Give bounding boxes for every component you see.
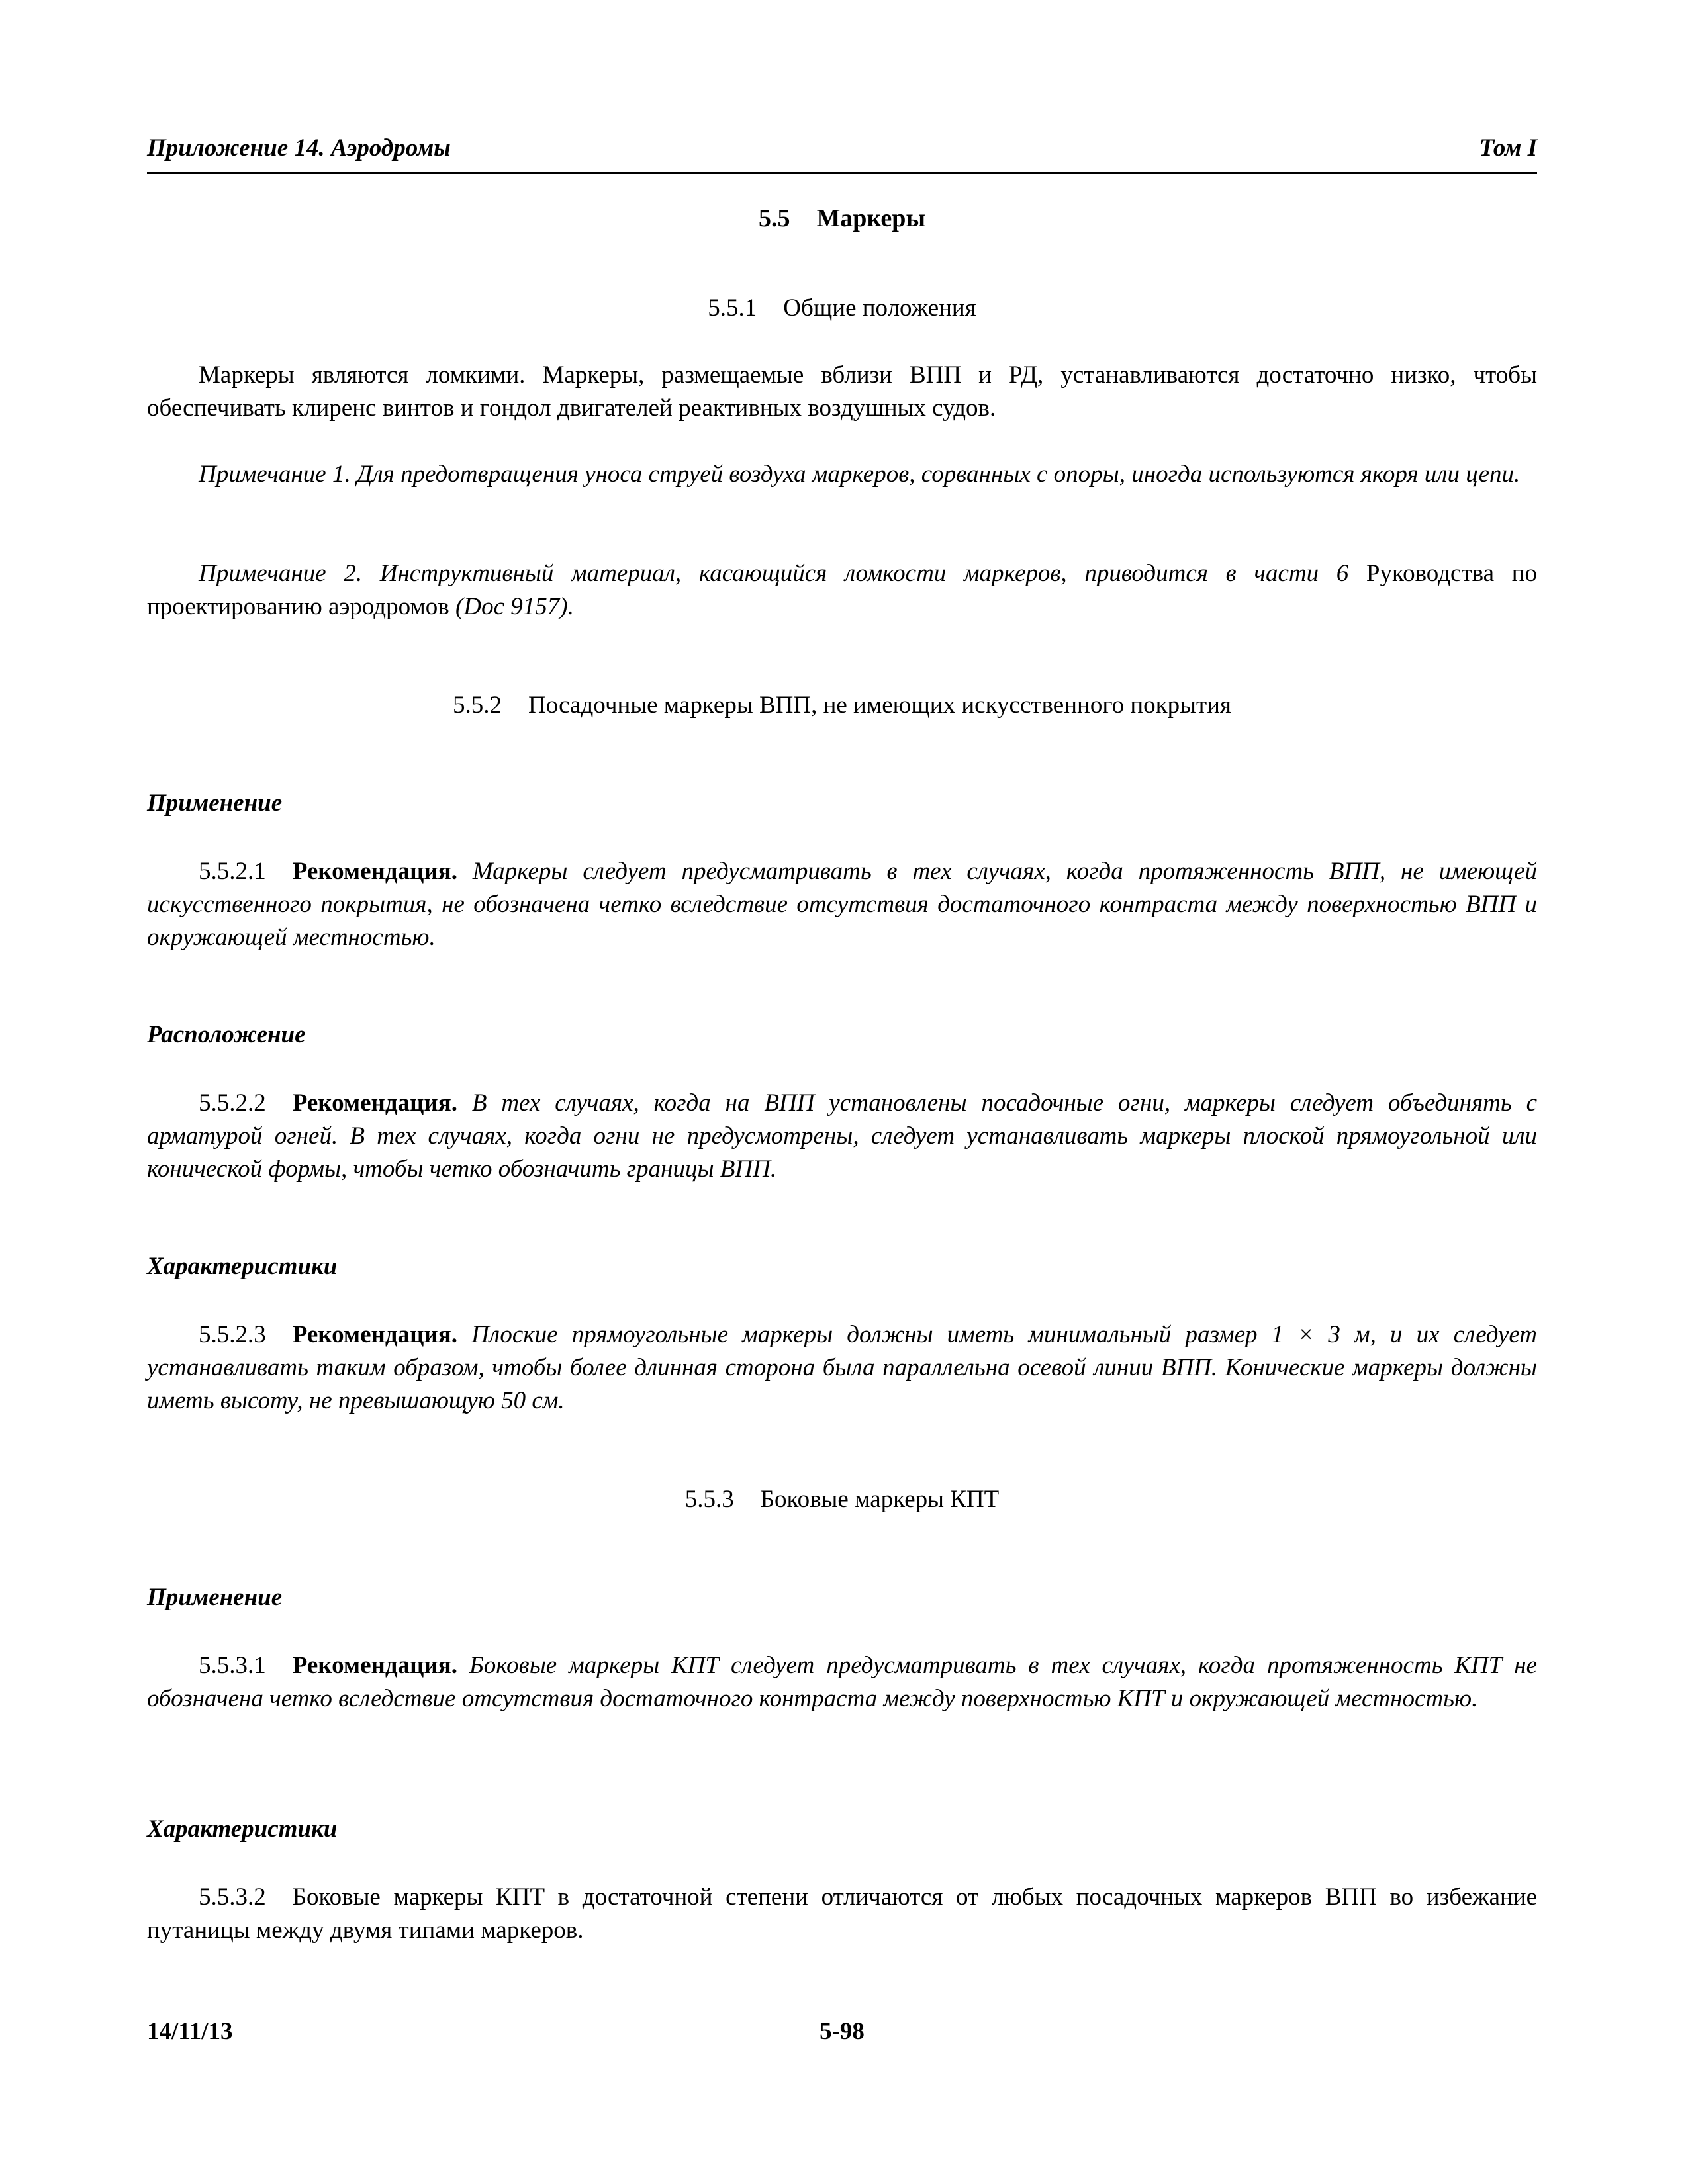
recommendation-label: Рекомендация. bbox=[292, 1652, 457, 1679]
paragraph-text: Боковые маркеры КПТ следует предусматривать в тех случаях, когда протяженность КПТ не обозначена четко вследствие отсутствия достаточного контраста между поверхностью КПТ и окружающей местностью. bbox=[147, 1652, 1537, 1712]
heading-location: Расположение bbox=[147, 1021, 306, 1048]
subsection-title-5-5-2 bbox=[147, 691, 1537, 719]
recommendation-label: Рекомендация. bbox=[292, 1321, 457, 1348]
paragraph-5-5-2-1 bbox=[147, 855, 1537, 954]
recommendation-label: Рекомендация. bbox=[292, 858, 457, 885]
section-title bbox=[147, 204, 1537, 233]
section-title-text: Маркеры bbox=[816, 205, 926, 232]
paragraph-text: Плоские прямоугольные маркеры должны иметь минимальный размер 1 × 3 м, и их следует устанавливать таким образом, чтобы более длинная сторона была параллельна осевой линии ВПП. Конические маркеры должны иметь высоту, не превышающую 50 см. bbox=[147, 1321, 1538, 1414]
running-header bbox=[147, 132, 1537, 174]
paragraph-number: 5.5.3.1 bbox=[199, 1652, 266, 1679]
paragraph-text: В тех случаях, когда на ВПП установлены посадочные огни, маркеры следует объединять с арматурой огней. В тех случаях, когда огни не предусмотрены, следует устанавливать маркеры плоской прямоугольной или конической формы, чтобы четко обозначить границы ВПП. bbox=[147, 1089, 1537, 1183]
heading-characteristics-ktp: Характеристики bbox=[147, 1815, 338, 1843]
paragraph-general: Маркеры являются ломкими. Маркеры, размещаемые вблизи ВПП и РД, устанавливаются достаточно низко, чтобы обеспечивать клиренс винтов и гондол двигателей реактивных воздушных судов. bbox=[147, 361, 1537, 422]
subsection-number: 5.5.2 bbox=[453, 692, 502, 719]
section-number: 5.5 bbox=[758, 205, 790, 232]
paragraph-5-5-3-1 bbox=[147, 1649, 1537, 1715]
subsection-number: 5.5.3 bbox=[684, 1486, 734, 1513]
footer-date: 14/11/13 bbox=[147, 2018, 233, 2045]
subsection-title-5-5-1 bbox=[147, 294, 1537, 322]
recommendation-label: Рекомендация. bbox=[292, 1089, 457, 1116]
paragraph-number: 5.5.2.3 bbox=[199, 1321, 266, 1348]
note-2-start: Примечание 2. Инструктивный материал, касающийся ломкости маркеров, приводится в части 6 bbox=[199, 560, 1366, 587]
paragraph-number: 5.5.3.2 bbox=[199, 1884, 266, 1911]
note-2-doc-title: Руководства по проектированию аэродромов bbox=[147, 560, 1537, 620]
paragraph-5-5-3-2 bbox=[147, 1881, 1537, 1947]
note-2 bbox=[147, 557, 1537, 623]
subsection-title-5-5-3 bbox=[147, 1485, 1537, 1514]
paragraph-text: Боковые маркеры КПТ в достаточной степени отличаются от любых посадочных маркеров ВПП во избежание путаницы между двумя типами маркеров. bbox=[147, 1884, 1537, 1944]
note-2-end: (Doc 9157). bbox=[449, 593, 574, 620]
paragraph-number: 5.5.2.1 bbox=[199, 858, 266, 885]
document-page bbox=[147, 0, 1537, 2184]
heading-application: Применение bbox=[147, 790, 283, 817]
footer-page-number: 5-98 bbox=[820, 2018, 865, 2045]
header-left: Приложение 14. Аэродромы bbox=[147, 134, 451, 161]
heading-characteristics: Характеристики bbox=[147, 1253, 338, 1280]
note-1: Примечание 1. Для предотвращения уноса струей воздуха маркеров, сорванных с опоры, иногда используются якоря или цепи. bbox=[199, 461, 1521, 488]
subsection-title-text: Посадочные маркеры ВПП, не имеющих искусственного покрытия bbox=[528, 692, 1231, 719]
paragraph-5-5-2-3 bbox=[147, 1318, 1537, 1418]
paragraph-number: 5.5.2.2 bbox=[199, 1089, 266, 1116]
header-right: Том I bbox=[1479, 134, 1537, 161]
subsection-number: 5.5.1 bbox=[708, 295, 757, 322]
paragraph-5-5-2-2 bbox=[147, 1087, 1537, 1186]
subsection-title-text: Боковые маркеры КПТ bbox=[760, 1486, 1000, 1513]
paragraph-text: Маркеры следует предусматривать в тех случаях, когда протяженность ВПП, не имеющей искусственного покрытия, не обозначена четко вследствие отсутствия достаточного контраста между поверхностью ВПП и окружающей местностью. bbox=[147, 858, 1537, 951]
heading-application-ktp: Применение bbox=[147, 1584, 283, 1611]
subsection-title-text: Общие положения bbox=[783, 295, 976, 322]
